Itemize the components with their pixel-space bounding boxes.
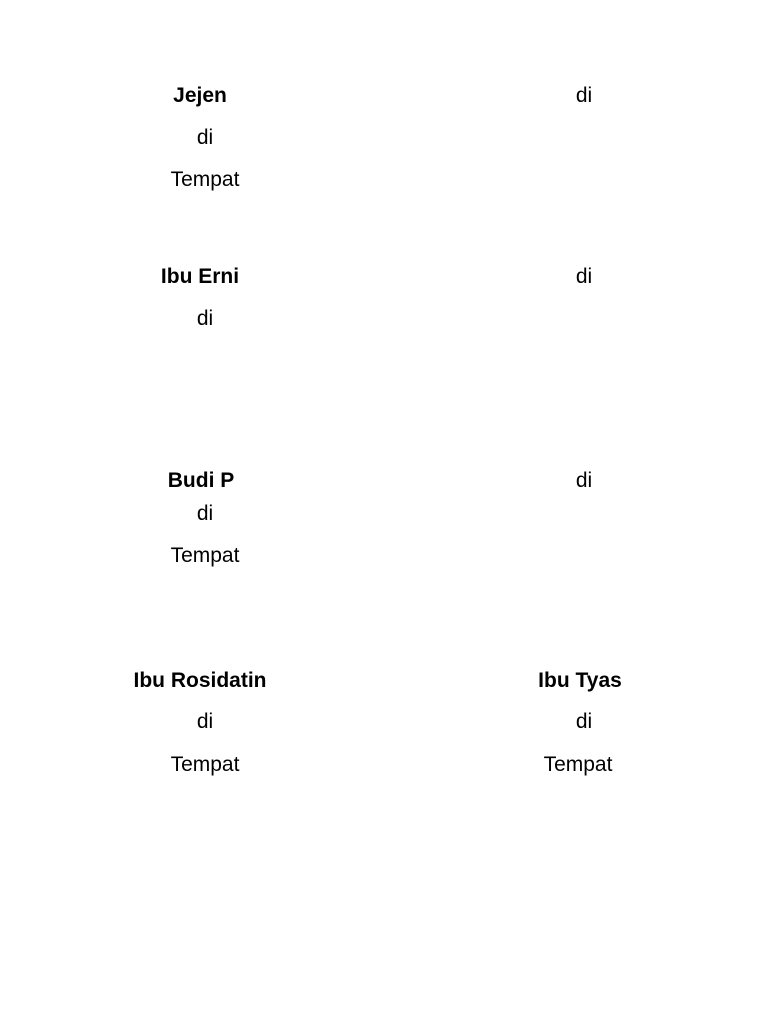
label-3-left-tempat: Tempat: [170, 544, 240, 567]
label-1-right-di: di: [575, 84, 593, 107]
label-3-right-di: di: [575, 469, 593, 492]
label-4-left-name: Ibu Rosidatin: [133, 669, 267, 692]
label-4-right-di: di: [575, 710, 593, 733]
label-3-left-name: Budi P: [167, 469, 235, 492]
label-3-left-di: di: [196, 502, 214, 525]
label-2-right-di: di: [575, 265, 593, 288]
label-4-left-di: di: [196, 710, 214, 733]
label-1-left-tempat: Tempat: [170, 168, 240, 191]
label-4-left-tempat: Tempat: [170, 753, 240, 776]
label-2-left-name: Ibu Erni: [160, 265, 240, 288]
label-1-left-di: di: [196, 126, 214, 149]
label-1-left-name: Jejen: [173, 84, 227, 107]
label-4-right-name: Ibu Tyas: [538, 669, 622, 692]
label-2-left-di: di: [196, 307, 214, 330]
label-4-right-tempat: Tempat: [543, 753, 613, 776]
